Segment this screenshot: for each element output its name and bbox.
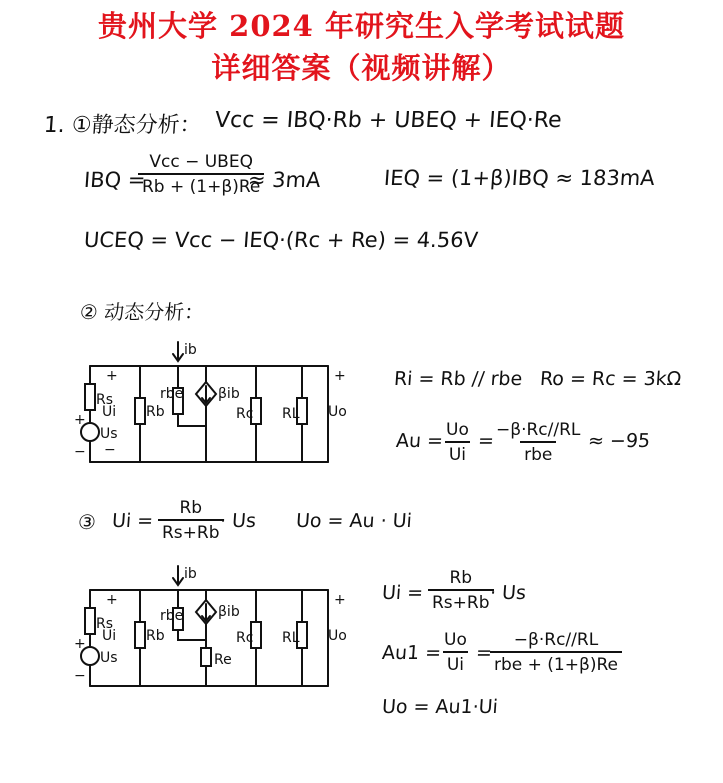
part1-label: 1. ①静态分析： <box>42 113 203 138</box>
ibq-result: ≈ 3mA <box>247 168 322 192</box>
us-label: Us <box>100 426 118 442</box>
au-f1-numerator: Uo <box>446 420 469 440</box>
rc-label-2: Rc <box>236 630 254 646</box>
ui-label: Ui <box>102 404 117 420</box>
ui-fraction <box>428 568 494 613</box>
rl-label: RL <box>282 406 300 422</box>
us-plus: + <box>74 412 86 428</box>
au-lhs: Au = <box>395 430 444 452</box>
au-f2-numerator: −β·Rc//RL <box>496 420 581 440</box>
au-fraction-1 <box>442 420 473 465</box>
ui-numerator: Rb <box>449 568 473 588</box>
ri-equation: Ri = Rb // rbe <box>393 368 523 390</box>
u1-fraction <box>158 498 224 543</box>
rbe-label-2: rbe <box>160 608 184 624</box>
rs-label: Rs <box>96 392 114 408</box>
beta-ib-label-2: βib <box>218 604 240 620</box>
ib-label-2: ib <box>184 566 197 582</box>
uo-equation-1: Uo = Au · Ui <box>295 510 413 532</box>
ui-lhs: Ui = <box>381 582 424 604</box>
u1-lhs: Ui = <box>111 510 154 532</box>
ieq-equation: IEQ = (1+β)IBQ ≈ 183mA <box>383 166 656 190</box>
small-signal-circuit-1 <box>66 336 356 476</box>
ui-denominator: Rs+Rb <box>428 589 494 613</box>
u1-numerator: Rb <box>179 498 203 518</box>
uo-label-2: Uo <box>328 628 347 644</box>
rb-label: Rb <box>146 404 165 420</box>
u1-tail: · Us <box>219 510 257 532</box>
ui-label-2: Ui <box>102 628 117 644</box>
ibq-numerator: Vcc − UBEQ <box>149 152 253 172</box>
us-plus-2: + <box>74 636 86 652</box>
au1-f2-numerator: −β·Rc//RL <box>513 630 599 650</box>
rl-label-2: RL <box>282 630 300 646</box>
uceq-equation: UCEQ = Vcc − IEQ·(Rc + Re) = 4.56V <box>83 228 479 252</box>
ui-tail: · Us <box>489 582 527 604</box>
us-minus-2: − <box>74 668 86 684</box>
ib-label: ib <box>184 342 197 358</box>
ibq-lhs: IBQ = <box>83 168 147 192</box>
uo-plus-2: + <box>334 592 346 608</box>
title-line-1: 贵州大学 2024 年研究生入学考试试题 <box>98 9 625 43</box>
au1-f2-denominator: rbe + (1+β)Re <box>490 651 622 675</box>
ibq-fraction <box>138 152 264 197</box>
au-f1-denominator: Ui <box>445 441 470 465</box>
ui-minus: − <box>104 442 116 458</box>
au-f2-denominator: rbe <box>520 441 556 465</box>
rc-label: Rc <box>236 406 254 422</box>
title-line-2: 详细答案（视频讲解） <box>211 51 512 85</box>
au1-f1-numerator: Uo <box>444 630 467 650</box>
au1-lhs: Au1 = <box>381 642 442 664</box>
ro-equation: Ro = Rc = 3kΩ <box>539 368 683 390</box>
us-minus: − <box>74 444 86 460</box>
static-equation: Vcc = IBQ·Rb + UBEQ + IEQ·Re <box>214 108 563 133</box>
ui-plus-2: + <box>106 592 118 608</box>
ui-plus: + <box>106 368 118 384</box>
small-signal-circuit-2 <box>66 560 356 700</box>
au-equals: = <box>477 430 495 452</box>
us-label-2: Us <box>100 650 118 666</box>
re-label-2: Re <box>214 652 232 668</box>
au1-f1-denominator: Ui <box>443 651 468 675</box>
au1-equals: = <box>475 642 493 664</box>
uo-plus: + <box>334 368 346 384</box>
au-result: ≈ −95 <box>587 430 651 452</box>
rb-label-2: Rb <box>146 628 165 644</box>
part2-label: ② 动态分析： <box>79 300 206 324</box>
au1-fraction-2 <box>490 630 622 675</box>
ibq-denominator: Rb + (1+β)Re <box>138 173 264 197</box>
au1-fraction-1 <box>440 630 471 675</box>
u1-denominator: Rs+Rb <box>158 519 224 543</box>
part3-label: ③ <box>77 510 97 534</box>
beta-ib-label: βib <box>218 386 240 402</box>
uo-equation-2: Uo = Au1·Ui <box>381 696 499 718</box>
uo-label: Uo <box>328 404 347 420</box>
rs-label-2: Rs <box>96 616 114 632</box>
au-fraction-2 <box>492 420 584 465</box>
rbe-label: rbe <box>160 386 184 402</box>
